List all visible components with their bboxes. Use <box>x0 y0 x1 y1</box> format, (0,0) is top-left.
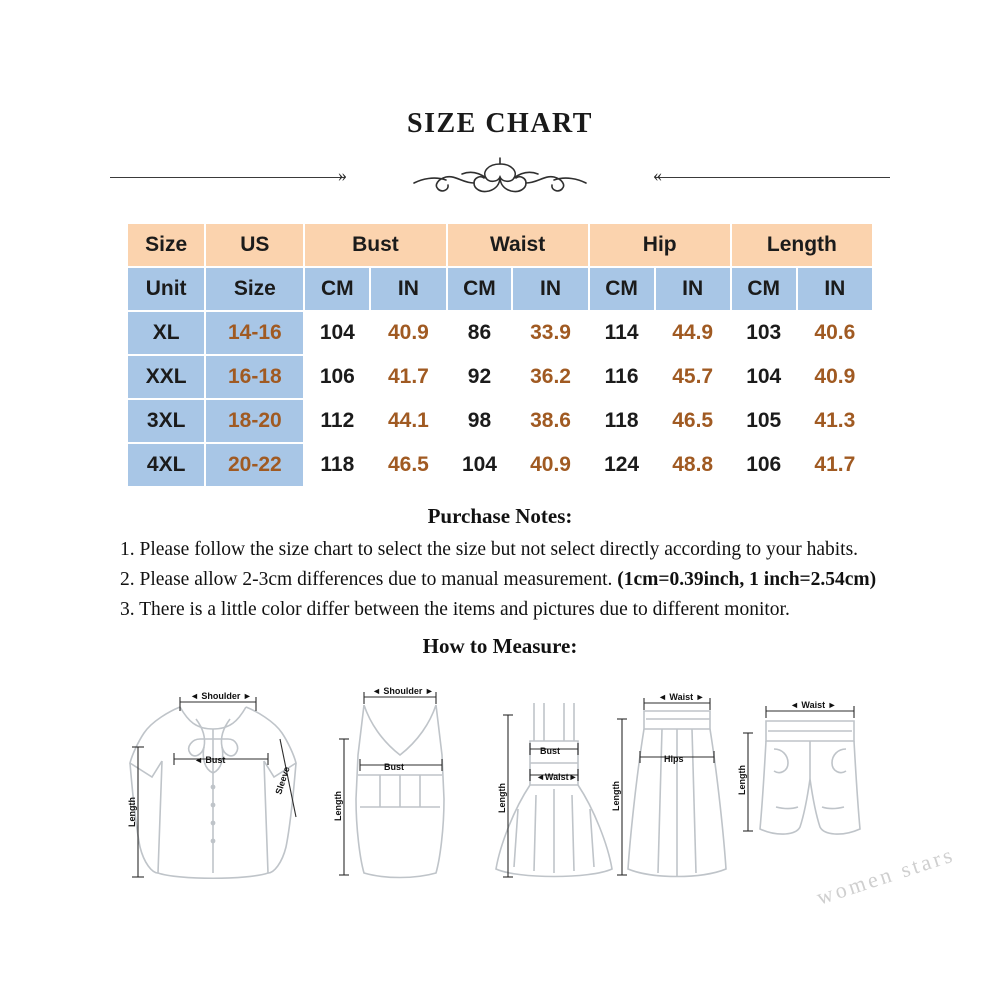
cell-length-in: 41.3 <box>797 399 873 443</box>
svg-text:Sleeve: Sleeve <box>273 765 292 796</box>
figure-camisole <box>330 679 470 889</box>
table-row <box>127 355 873 399</box>
figure-shorts <box>730 697 890 887</box>
cell-bust-in: 41.7 <box>370 355 446 399</box>
unit-header-length-in: IN <box>797 267 873 311</box>
unit-header-unit: Unit <box>127 267 205 311</box>
cell-hip-cm: 124 <box>589 443 655 487</box>
table-row <box>127 399 873 443</box>
cell-bust-cm: 112 <box>304 399 370 443</box>
cell-length-cm: 106 <box>731 443 797 487</box>
svg-text:Bust: Bust <box>384 761 404 772</box>
cell-size: 3XL <box>127 399 205 443</box>
cell-length-cm: 105 <box>731 399 797 443</box>
cell-hip-in: 48.8 <box>655 443 731 487</box>
cell-length-in: 40.6 <box>797 311 873 355</box>
size-table-container <box>126 222 874 488</box>
table-row <box>127 311 873 355</box>
cell-us: 14-16 <box>205 311 304 355</box>
svg-text:◄ Shoulder ►: ◄ Shoulder ► <box>190 690 252 701</box>
svg-text:◄ Waist ►: ◄ Waist ► <box>658 691 705 702</box>
cell-length-in: 40.9 <box>797 355 873 399</box>
svg-text:◄ Bust: ◄ Bust <box>194 754 226 765</box>
cell-hip-cm: 118 <box>589 399 655 443</box>
cell-bust-in: 44.1 <box>370 399 446 443</box>
cell-hip-in: 44.9 <box>655 311 731 355</box>
cell-bust-cm: 104 <box>304 311 370 355</box>
table-row <box>127 443 873 487</box>
cell-size: XXL <box>127 355 205 399</box>
group-header-hip: Hip <box>589 223 731 267</box>
purchase-note-2-bold: (1cm=0.39inch, 1 inch=2.54cm) <box>617 569 877 591</box>
cell-size: 4XL <box>127 443 205 487</box>
svg-text:◄ Waist ►: ◄ Waist ► <box>790 699 837 710</box>
unit-header-waist-in: IN <box>512 267 588 311</box>
how-to-measure-figures <box>0 661 1000 911</box>
cell-bust-in: 46.5 <box>370 443 446 487</box>
table-unit-header-row <box>127 267 873 311</box>
cell-length-cm: 104 <box>731 355 797 399</box>
svg-text:Length: Length <box>127 796 137 827</box>
table-group-header-row <box>127 223 873 267</box>
svg-text:Length: Length <box>611 780 621 811</box>
cell-bust-in: 40.9 <box>370 311 446 355</box>
unit-header-hip-in: IN <box>655 267 731 311</box>
group-header-size: Size <box>127 223 205 267</box>
svg-text:◄Waist►: ◄Waist► <box>536 771 578 782</box>
cell-size: XL <box>127 311 205 355</box>
unit-header-waist-cm: CM <box>447 267 513 311</box>
figure-blouse <box>118 677 308 892</box>
divider-chevrons-left: » <box>338 165 347 185</box>
purchase-note-3: 3. There is a little color differ between the items and pictures due to different monitor. <box>120 599 790 621</box>
divider-rule-left <box>110 177 345 178</box>
cell-waist-in: 38.6 <box>512 399 588 443</box>
page-title: SIZE CHART <box>407 108 593 139</box>
cell-us: 20-22 <box>205 443 304 487</box>
cell-us: 18-20 <box>205 399 304 443</box>
purchase-note-2 <box>120 565 880 595</box>
svg-text:◄ Shoulder ►: ◄ Shoulder ► <box>372 685 434 696</box>
cell-length-cm: 103 <box>731 311 797 355</box>
divider-rule-right <box>655 177 890 178</box>
cell-waist-cm: 98 <box>447 399 513 443</box>
purchase-notes <box>120 504 880 626</box>
svg-text:Length: Length <box>333 790 343 821</box>
divider-chevrons-right: « <box>653 165 662 185</box>
svg-text:Length: Length <box>737 764 747 795</box>
cell-hip-in: 46.5 <box>655 399 731 443</box>
cell-us: 16-18 <box>205 355 304 399</box>
purchase-note-1: 1. Please follow the size chart to select the size but not select directly according to your habits. <box>120 539 859 560</box>
cell-hip-in: 45.7 <box>655 355 731 399</box>
cell-waist-cm: 92 <box>447 355 513 399</box>
flourish-icon <box>350 156 650 200</box>
cell-waist-in: 40.9 <box>512 443 588 487</box>
unit-header-bust-in: IN <box>370 267 446 311</box>
unit-header-hip-cm: CM <box>589 267 655 311</box>
cell-hip-cm: 114 <box>589 311 655 355</box>
unit-header-bust-cm: CM <box>304 267 370 311</box>
cell-waist-cm: 86 <box>447 311 513 355</box>
group-header-bust: Bust <box>304 223 446 267</box>
cell-waist-in: 36.2 <box>512 355 588 399</box>
group-header-us: US <box>205 223 304 267</box>
cell-bust-cm: 106 <box>304 355 370 399</box>
group-header-length: Length <box>731 223 873 267</box>
purchase-note-2-plain: 2. Please allow 2-3cm differences due to manual measurement. <box>120 569 618 591</box>
watermark: women stars <box>813 841 959 910</box>
how-to-measure-heading: How to Measure: <box>422 633 578 658</box>
figure-skirt <box>606 689 746 889</box>
cell-length-in: 41.7 <box>797 443 873 487</box>
unit-header-size: Size <box>205 267 304 311</box>
unit-header-length-cm: CM <box>731 267 797 311</box>
size-chart-table <box>126 222 874 488</box>
purchase-notes-heading: Purchase Notes: <box>427 504 573 528</box>
ornamental-divider <box>110 154 890 200</box>
svg-text:Bust: Bust <box>540 745 560 756</box>
svg-text:Hips: Hips <box>664 753 684 764</box>
cell-bust-cm: 118 <box>304 443 370 487</box>
cell-hip-cm: 116 <box>589 355 655 399</box>
cell-waist-in: 33.9 <box>512 311 588 355</box>
group-header-waist: Waist <box>447 223 589 267</box>
svg-text:Length: Length <box>497 782 507 813</box>
cell-waist-cm: 104 <box>447 443 513 487</box>
